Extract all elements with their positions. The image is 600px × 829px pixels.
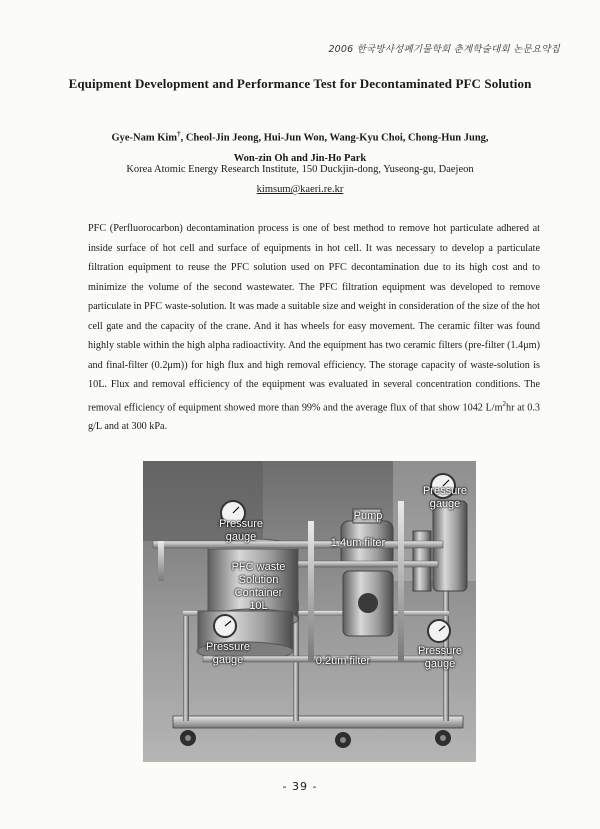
abstract-superscript: 2 xyxy=(502,399,507,408)
corresponding-author-mark: † xyxy=(177,130,181,138)
author-line-1 xyxy=(0,124,600,149)
page-number: - 39 - xyxy=(282,780,318,793)
co-authors: , Cheol-Jin Jeong, Hui-Jun Won, Wang-Kyu Choi, Chong-Hun Jung, xyxy=(180,132,489,144)
label-final-filter: 0.2um filter xyxy=(315,655,371,667)
author-line-2: Won-zin Oh and Jin-Ho Park xyxy=(233,152,367,164)
author-email-link[interactable]: kimsum@kaeri.re.kr xyxy=(256,184,344,195)
abstract-text-end: hr at 0.3 g/L and at 300 kPa. xyxy=(88,401,540,433)
label-pump: Pump xyxy=(353,510,383,522)
author-list xyxy=(0,124,600,169)
abstract-body xyxy=(88,219,540,437)
paper-title: Equipment Development and Performance Test for Decontaminated PFC Solution xyxy=(68,76,532,91)
equipment-photo xyxy=(143,461,476,762)
label-prefilter: 1.4um filter xyxy=(330,537,386,549)
label-pressure-gauge-bottom-right: Pressure gauge xyxy=(417,645,463,670)
affiliation: Korea Atomic Energy Research Institute, 150 Duckjin-dong, Yuseong-gu, Daejeon xyxy=(126,164,474,175)
label-pressure-gauge-bottom-left: Pressure gauge xyxy=(205,641,251,666)
email-line xyxy=(0,184,600,195)
running-header: 2006 한국방사성폐기물학회 춘계학술대회 논문요약집 xyxy=(328,44,560,55)
label-pressure-gauge-top-left: Pressure gauge xyxy=(218,518,264,543)
label-container: PFC waste Solution Container 10L xyxy=(231,561,286,612)
abstract-text: PFC (Perfluorocarbon) decontamination process is one of best method to remove hot particulate adhered at inside surface of hot cell and surface of equipments in hot cell. It was necessary to develop a particulate filtration equipment to reuse the PFC solution used on PFC decontamination due to its high cost and to minimize the volume of the second wastewater. The PFC filtration equipment was developed to remove particulate in PFC waste-solution. It was made a suitable size and weight in consideration of the size of the hot cell gate and the capacity of the crane. And it has wheels for easy movement. The ceramic filter was found highly stable within the high alpha radioactivity. And the equipment has two ceramic filters (pre-filter (1.4μm) and final-filter (0.2μm)) for high flux and high removal efficiency. The storage capacity of waste-solution is 10L. Flux and removal efficiency of the equipment was evaluated in several concentration conditions. The removal efficiency of equipment showed more than 99% and the average flux of that show 1042 L/m xyxy=(88,223,540,413)
first-author: Gye-Nam Kim xyxy=(111,132,178,144)
label-pressure-gauge-top-right: Pressure gauge xyxy=(422,485,468,510)
